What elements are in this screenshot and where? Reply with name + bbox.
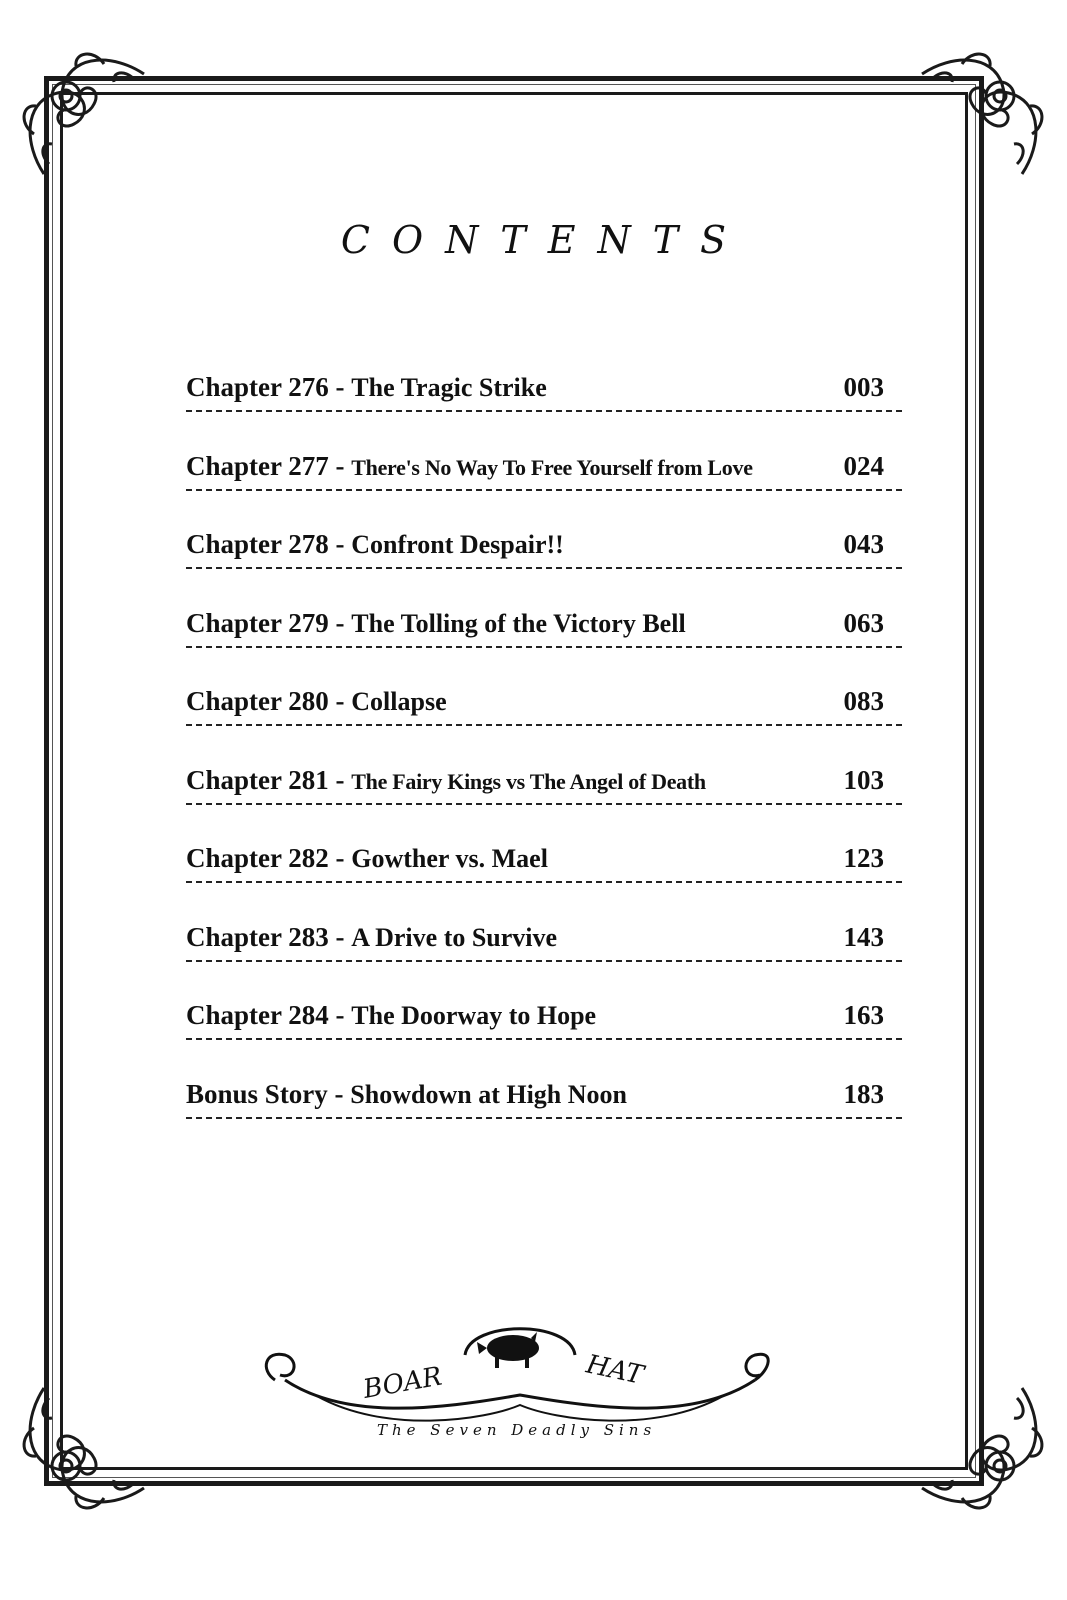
toc-entry-label: Bonus Story xyxy=(186,1078,328,1109)
toc-entry[interactable]: Bonus Story - Showdown at High Noon 183 xyxy=(186,1071,902,1150)
page-title: CONTENTS xyxy=(340,218,749,262)
toc-entry-label: Chapter 282 xyxy=(186,843,329,873)
toc-entry-page: 143 xyxy=(843,921,884,952)
toc-entry[interactable]: Chapter 278 - Confront Despair!! 043 xyxy=(186,521,902,600)
corner-ornament-top-left xyxy=(14,44,164,194)
corner-ornament-bottom-right xyxy=(902,1368,1052,1518)
toc-entry-title: Confront Despair!! xyxy=(351,530,564,559)
toc-entry-title: Gowther vs. Mael xyxy=(351,844,548,873)
dashed-leader xyxy=(186,1038,902,1040)
toc-entry[interactable]: Chapter 282 - Gowther vs. Mael 123 xyxy=(186,835,902,914)
toc-entry-label: Chapter 283 xyxy=(186,921,329,952)
dashed-leader xyxy=(186,567,902,569)
dashed-leader xyxy=(186,960,902,962)
toc-entry-title: There's No Way To Free Yourself from Love xyxy=(351,454,753,480)
corner-ornament-bottom-left xyxy=(14,1368,164,1518)
toc-entry[interactable]: Chapter 279 - The Tolling of the Victory Bell 063 xyxy=(186,600,902,679)
dashed-leader xyxy=(186,724,902,726)
corner-ornament-top-right xyxy=(902,44,1052,194)
dashed-leader xyxy=(186,489,902,491)
table-of-contents xyxy=(186,364,902,1149)
toc-entry-title: The Fairy Kings vs The Angel of Death xyxy=(351,768,706,794)
toc-entry[interactable]: Chapter 277 - There's No Way To Free Yourself from Love 024 xyxy=(186,443,902,522)
dashed-leader xyxy=(186,1117,902,1119)
toc-entry[interactable]: Chapter 276 - The Tragic Strike 003 xyxy=(186,364,902,443)
toc-entry-label: Chapter 279 xyxy=(186,607,329,638)
toc-entry[interactable]: Chapter 281 - The Fairy Kings vs The Angel of Death 103 xyxy=(186,757,902,836)
dashed-leader xyxy=(186,646,902,648)
toc-entry-label: Chapter 281 xyxy=(186,764,329,795)
logo-right-word: HAT xyxy=(583,1349,646,1391)
toc-entry-page: 083 xyxy=(843,686,884,716)
toc-entry-title: A Drive to Survive xyxy=(351,922,558,952)
toc-entry-label: Chapter 277 xyxy=(186,450,329,481)
toc-entry-label: Chapter 276 xyxy=(186,372,329,402)
boar-hat-logo xyxy=(255,1300,785,1450)
boar-icon xyxy=(477,1332,539,1368)
toc-entry-title: Showdown at High Noon xyxy=(350,1079,627,1109)
toc-entry[interactable]: Chapter 284 - The Doorway to Hope 163 xyxy=(186,992,902,1071)
toc-entry-page: 024 xyxy=(843,450,884,481)
toc-entry[interactable]: Chapter 283 - A Drive to Survive 143 xyxy=(186,914,902,993)
dashed-leader xyxy=(186,803,902,805)
toc-entry-title: The Tragic Strike xyxy=(351,373,547,402)
toc-entry-title: Collapse xyxy=(351,687,447,716)
toc-entry[interactable]: Chapter 280 - Collapse 083 xyxy=(186,678,902,757)
toc-entry-page: 183 xyxy=(843,1078,884,1109)
toc-entry-title: The Doorway to Hope xyxy=(351,1001,597,1030)
toc-entry-page: 003 xyxy=(843,372,884,402)
toc-entry-page: 123 xyxy=(843,843,884,873)
toc-entry-label: Chapter 278 xyxy=(186,529,329,559)
toc-entry-label: Chapter 284 xyxy=(186,1000,329,1030)
toc-entry-title: The Tolling of the Victory Bell xyxy=(351,608,686,638)
dashed-leader xyxy=(186,881,902,883)
toc-entry-page: 043 xyxy=(843,529,884,559)
toc-entry-page: 103 xyxy=(843,764,884,795)
logo-left-word: BOAR xyxy=(361,1361,445,1405)
toc-entry-page: 063 xyxy=(843,607,884,638)
dashed-leader xyxy=(186,410,902,412)
toc-entry-page: 163 xyxy=(843,1000,884,1030)
logo-subtitle: The Seven Deadly Sins xyxy=(377,1421,657,1439)
toc-entry-label: Chapter 280 xyxy=(186,686,329,716)
